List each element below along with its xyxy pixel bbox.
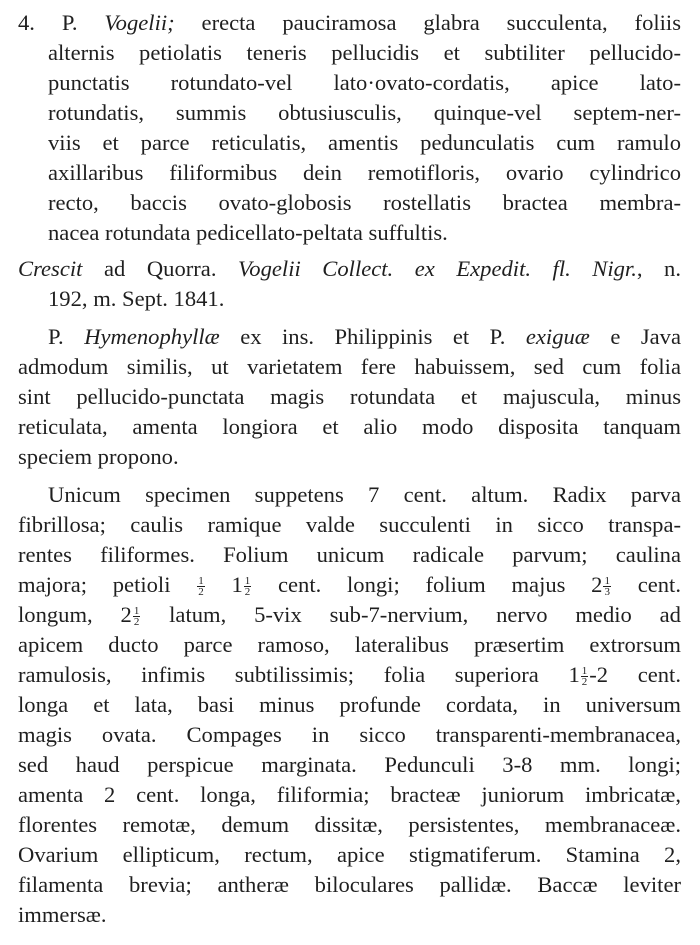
fraction <box>603 576 611 597</box>
text-segment: P. <box>48 324 85 349</box>
text-segment: Ovarium ellipticum, rectum, apice stigmatiferum. Stamina 2, <box>18 842 681 867</box>
text-segment: viis et parce reticulatis, amentis pedunculatis cum ramulo <box>48 130 681 155</box>
text-segment: sint pellucido-punctata magis rotundata et majuscula, minus <box>18 384 681 409</box>
text-segment: ex ins. Philippinis et P. <box>219 324 526 349</box>
text-segment: majora; petioli <box>18 572 197 597</box>
text-segment: , n. <box>636 256 681 281</box>
text-line <box>48 98 681 128</box>
text-line <box>18 630 681 660</box>
text-segment: ad Quorra. <box>82 256 239 281</box>
text-line <box>18 352 681 382</box>
italic-text-segment: Crescit <box>18 256 83 281</box>
text-segment: filamenta brevia; antheræ biloculares pallidæ. Baccæ leviter <box>18 872 681 897</box>
text-segment: 1 <box>205 572 243 597</box>
fraction <box>197 576 205 597</box>
fraction <box>133 606 141 627</box>
fraction <box>244 576 252 597</box>
text-segment: admodum similis, ut varietatem fere habuissem, sed cum folia <box>18 354 681 379</box>
text-segment: sed haud perspicue marginata. Pedunculi 3-8 mm. longi; <box>18 752 681 777</box>
text-line <box>18 660 681 690</box>
italic-text-segment: Vogelii Collect. ex Expedit. fl. Nigr. <box>238 256 637 281</box>
text-segment: erecta pauciramosa glabra succulenta, foliis <box>174 10 681 35</box>
text-segment: longum, 2 <box>18 602 132 627</box>
text-line <box>18 570 681 600</box>
text-line <box>18 690 681 720</box>
text-line <box>18 442 681 472</box>
text-segment: nacea rotundata pedicellato-peltata suffultis. <box>48 220 448 245</box>
fraction-denominator: 2 <box>244 586 251 599</box>
italic-text-segment: exiguæ <box>525 324 590 349</box>
text-line <box>48 322 681 352</box>
text-line <box>48 480 681 510</box>
text-segment: -2 cent. <box>589 662 681 687</box>
fraction-numerator: 1 <box>198 575 204 588</box>
text-line <box>48 128 681 158</box>
text-line <box>48 218 681 248</box>
text-segment: 4. P. <box>18 10 105 35</box>
italic-text-segment: Hymenophyllæ <box>84 324 220 349</box>
text-segment: apicem ducto parce ramoso, lateralibus præsertim extrorsum <box>18 632 681 657</box>
text-segment: 192, m. Sept. 1841. <box>48 286 225 311</box>
fraction-numerator: 1 <box>244 575 251 588</box>
text-segment: immersæ. <box>18 902 107 927</box>
text-segment: latum, 5-vix sub-7-nervium, nervo medio ad <box>141 602 681 627</box>
text-line <box>18 510 681 540</box>
text-line <box>48 68 681 98</box>
text-line <box>18 750 681 780</box>
text-segment: speciem propono. <box>18 444 179 469</box>
text-segment: Unicum specimen suppetens 7 cent. altum. Radix parva <box>48 482 681 507</box>
text-segment: recto, baccis ovato-globosis rostellatis bractea membra- <box>48 190 681 215</box>
text-segment: florentes remotæ, demum dissitæ, persistentes, membranaceæ. <box>18 812 681 837</box>
text-segment: magis ovata. Compages in sicco transparenti-membranacea, <box>18 722 681 747</box>
text-line <box>18 840 681 870</box>
text-line <box>48 158 681 188</box>
text-line <box>18 254 681 284</box>
text-segment: ramulosis, infimis subtilissimis; folia superiora 1 <box>18 662 580 687</box>
text-line <box>48 188 681 218</box>
text-line <box>18 870 681 900</box>
text-line <box>18 540 681 570</box>
text-segment: longa et lata, basi minus profunde cordata, in universum <box>18 692 681 717</box>
text-segment: axillaribus filiformibus dein remotifloris, ovario cylindrico <box>48 160 681 185</box>
fraction-numerator: 1 <box>604 575 610 588</box>
text-line <box>18 8 681 38</box>
text-segment: punctatis rotundato-vel lato·ovato-cordatis, apice lato- <box>48 70 681 95</box>
text-segment: fibrillosa; caulis ramique valde succulenti in sicco transpa- <box>18 512 681 537</box>
fraction-denominator: 2 <box>133 616 140 629</box>
fraction <box>581 666 589 687</box>
text-segment: e Java <box>589 324 681 349</box>
fraction-numerator: 1 <box>581 665 588 678</box>
text-line <box>48 38 681 68</box>
text-segment: amenta 2 cent. longa, filiformia; bracteæ juniorum imbricatæ, <box>18 782 681 807</box>
fraction-denominator: 3 <box>604 586 610 599</box>
text-segment: rentes filiformes. Folium unicum radicale parvum; caulina <box>18 542 681 567</box>
text-line <box>18 810 681 840</box>
text-line <box>18 900 681 930</box>
text-line <box>18 720 681 750</box>
text-line <box>18 382 681 412</box>
text-segment: rotundatis, summis obtusiusculis, quinque-vel septem-ner- <box>48 100 681 125</box>
text-line <box>48 284 681 314</box>
fraction-denominator: 2 <box>581 676 588 689</box>
text-line <box>18 412 681 442</box>
fraction-numerator: 1 <box>133 605 140 618</box>
fraction-denominator: 2 <box>198 586 204 599</box>
text-segment: alternis petiolatis teneris pellucidis et subtiliter pellucido- <box>48 40 681 65</box>
text-line <box>18 780 681 810</box>
text-segment: reticulata, amenta longiora et alio modo disposita tanquam <box>18 414 681 439</box>
text-segment: cent. <box>611 572 681 597</box>
text-segment: cent. longi; folium majus 2 <box>252 572 603 597</box>
text-line <box>18 600 681 630</box>
italic-text-segment: Vogelii; <box>104 10 175 35</box>
